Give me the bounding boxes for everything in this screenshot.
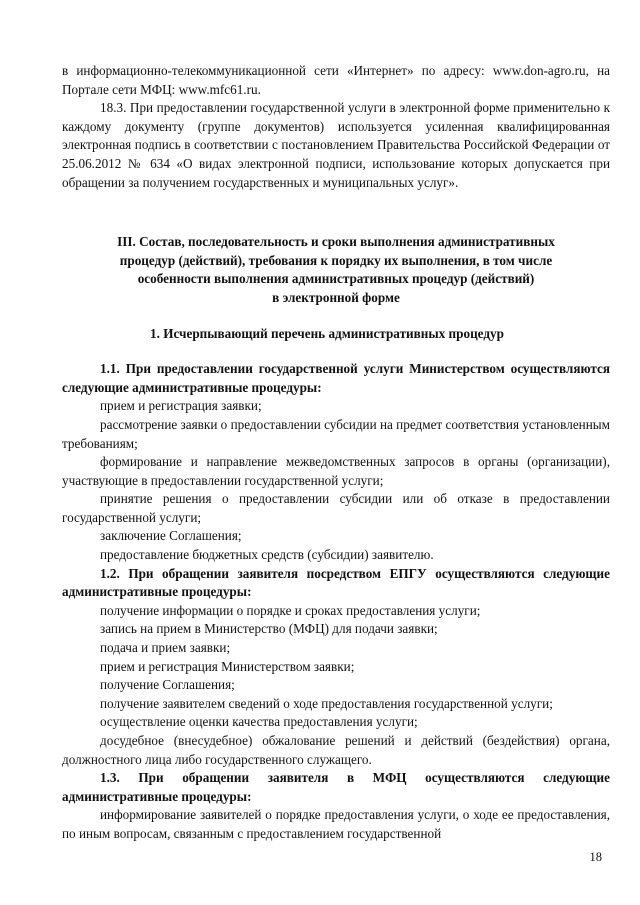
- subsection-heading: 1. Исчерпывающий перечень административных процедур: [150, 325, 504, 341]
- list-item: информирование заявителей о порядке предоставления услуги, о ходе ее предоставления, по иным вопросам, связанным с предоставлением государственной: [62, 807, 610, 841]
- list-item: заключение Соглашения;: [100, 528, 242, 544]
- section-heading-line: процедур (действий), требования к порядку их выполнения, в том числе: [119, 252, 553, 268]
- clause-1-3-title: 1.3. При обращении заявителя в МФЦ осуществляются следующие административные процедуры:: [62, 770, 610, 804]
- list-item: прием и регистрация заявки;: [100, 398, 262, 414]
- page-content: [62, 62, 610, 844]
- section-heading-line: III. Состав, последовательность и сроки выполнения административных: [117, 234, 555, 250]
- list-item: предоставление бюджетных средств (субсидии) заявителю.: [100, 547, 434, 563]
- list-item: прием и регистрация Министерством заявки;: [100, 658, 355, 674]
- clause-1-1-title: 1.1. При предоставлении государственной услуги Министерством осуществляются следующие административные процедуры:: [62, 361, 610, 395]
- list-item: рассмотрение заявки о предоставлении субсидии на предмет соответствия установленным требованиям;: [62, 416, 610, 451]
- section-heading-line: особенности выполнения административных процедур (действий): [137, 271, 535, 287]
- list-item: подача и прием заявки;: [100, 640, 231, 656]
- list-item: осуществление оценки качества предоставления услуги;: [100, 714, 418, 730]
- page-number: 18: [589, 850, 602, 864]
- section-heading-line: в электронной форме: [272, 289, 400, 305]
- intro-paragraph: в информационно-телекоммуникационной сети «Интернет» по адресу: www.don-agro.ru, на Портале сети МФЦ: www.mfc61.ru.: [62, 63, 610, 97]
- list-item: получение заявителем сведений о ходе предоставления государственной услуги;: [100, 695, 553, 711]
- list-item: запись на прием в Министерство (МФЦ) для подачи заявки;: [100, 621, 438, 637]
- section-heading: [62, 233, 610, 307]
- paragraph-18-3: 18.3. При предоставлении государственной услуги в электронной форме применительно к каждому документу (группе документов) используется усиленная квалифицированная электронная подпись в соответствии с постановлением Правительства Российской Федерации от 25.06.2012 № 634 «О видах электронной подписи, использование которых допускается при обращении за получением государственных и муниципальных услуг».: [62, 100, 610, 190]
- list-item: получение информации о порядке и сроках предоставления услуги;: [100, 602, 481, 618]
- clause-1-2-title: 1.2. При обращении заявителя посредством ЕПГУ осуществляются следующие административные процедуры:: [62, 565, 610, 600]
- list-item: формирование и направление межведомственных запросов в органы (организации), участвующие в предоставлении государственной услуги;: [62, 454, 610, 488]
- list-item: получение Соглашения;: [100, 677, 235, 693]
- list-item: досудебное (внесудебное) обжалование решений и действий (бездействия) органа, должностного лица либо государственного служащего.: [62, 733, 610, 767]
- list-item: принятие решения о предоставлении субсидии или об отказе в предоставлении государственной услуги;: [62, 491, 610, 525]
